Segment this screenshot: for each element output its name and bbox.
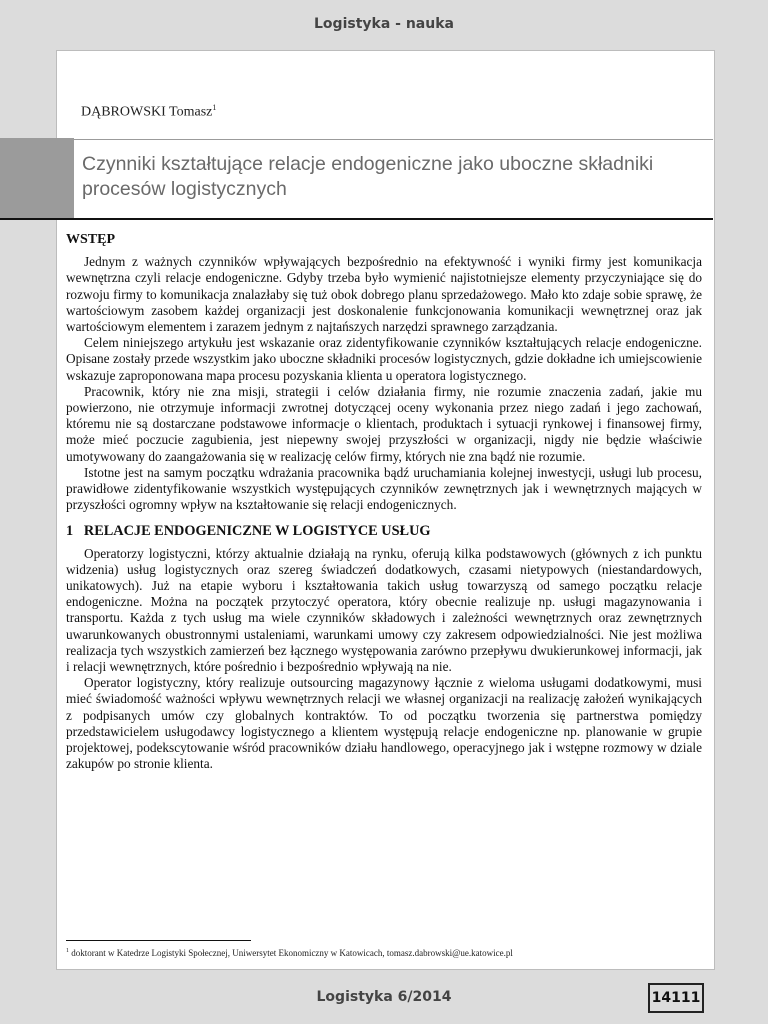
section-1-paragraph: Operatorzy logistyczni, którzy aktualnie działają na rynku, oferują kilka podstawowych (głównych z ich punktu widzenia) usług logistycznych oraz szereg świadczeń dodatkowych, czasami nietypowych (niestandardowych, unikatowych). Już na etapie wyboru i kształtowania takich usług towarzyszą od samego początku relacje endogeniczne. Można na początek przytoczyć operatora, który obecnie realizuje np. usługi magazynowania i transportu. Każda z tych usług ma wiele czynników składowych i zależności wewnętrznych oraz zewnętrznych uwarunkowanych obustronnymi ustaleniami, warunkami umowy czy zakresem odpowiedzialności. Nie jest możliwa realizacja tych wszystkich zamierzeń bez łącznego występowania zarówno przepływu dwukierunkowej informacji, jak i relacji wewnętrznych, które pośrednio i bezpośrednio wpływają na nie. [66,545,702,675]
article-body [66,232,702,773]
title-top-rule [74,139,713,140]
intro-paragraph: Jednym z ważnych czynników wpływających bezpośrednio na efektywność i wyniki firmy jest komunikacja wewnętrzna czyli relacje endogeniczne. Gdyby trzeba było wymienić najistotniejsze elementy przyczyniające się do rozwoju firmy to komunikacja znalazłaby się tuż obok dobrego planu sprzedażowego. Mało kto zdaje sobie sprawę, że wartościowym zasobem każdej organizacji jest doskonalenie funkcjonowania komunikacji wewnętrznej oraz jak wartościowym elementem i zarazem jednym z najtańszych narzędzi sprawnego zarządzania. [66,254,702,335]
footnote-text: doktorant w Katedrze Logistyki Społecznej, Uniwersytet Ekonomiczny w Katowicach, tomasz.dabrowski@ue.katowice.pl [71,948,513,958]
section-1-heading: 1 RELACJE ENDOGENICZNE W LOGISTYCE USŁUG [66,523,431,540]
footnote [66,948,706,958]
intro-heading: WSTĘP [66,232,116,247]
section-1-paragraph: Operator logistyczny, który realizuje outsourcing magazynowy łącznie z wieloma usługami dodatkowymi, musi mieć świadomość ważności wpływu wewnętrznych relacji we własnej organizacji na realizację założeń wynikających z podpisanych umów czy globalnych kontraktów. To od początku tworzenia się partnerstwa pomiędzy przedstawicielem usługodawcy logistycznego a klientem występują relacje endogeniczne np. planowanie w grupie projektowej, podekscytowanie wśród pracowników działu handlowego, operacyjnego jak i wstępne rozmowy w dziale zakupów po stronie klienta. [66,675,702,772]
intro-paragraph: Pracownik, który nie zna misji, strategii i celów działania firmy, nie rozumie znaczenia zadań, jakie mu powierzono, nie otrzymuje informacji zwrotnej dotyczącej oceny wykonania przez niego zadań i jego zachowań, któremu nie są dostarczane podstawowe informacje o klientach, produktach i sytuacji rynkowej i finansowej firmy, może mieć poczucie zagubienia, jest niepewny swojej przyszłości w organizacji, nigdy nie będzie właściwie umotywowany do zaangażowania się w realizację celów firmy, których nie zna bądź nie rozumie. [66,383,702,464]
footnote-mark: 1 [66,948,69,954]
footnote-rule [66,940,251,941]
author-footnote-mark: 1 [212,103,217,112]
intro-paragraph: Celem niniejszego artykułu jest wskazanie oraz zidentyfikowanie czynników kształtujących relacje endogeniczne. Opisane zostały przede wszystkim jako uboczne składniki procesów logistycznych, gdzie dokładne ich umiejscowienie wskazuje zaproponowana mapa procesu pozyskania klienta u operatora logistycznego. [66,335,702,383]
page-number: 14111 [648,983,704,1013]
title-accent-block [0,138,74,218]
author-name: DĄBROWSKI Tomasz$^1$ [81,103,217,120]
running-footer: Logistyka 6/2014 [316,989,452,1005]
running-header: Logistyka - nauka [314,16,454,32]
title-bottom-rule [0,218,713,220]
article-title: Czynniki kształtujące relacje endogeniczne jako uboczne składniki procesów logistycznych [82,153,654,200]
intro-paragraph: Istotne jest na samym początku wdrażania pracownika bądź uruchamiania kolejnej inwestycji, usługi lub procesu, prawidłowe zidentyfikowanie wszystkich występujących czynników zewnętrznych jak i wewnętrznych mających w przyszłości ogromny wpływ na kształtowanie się relacji endogenicznych. [66,464,702,513]
